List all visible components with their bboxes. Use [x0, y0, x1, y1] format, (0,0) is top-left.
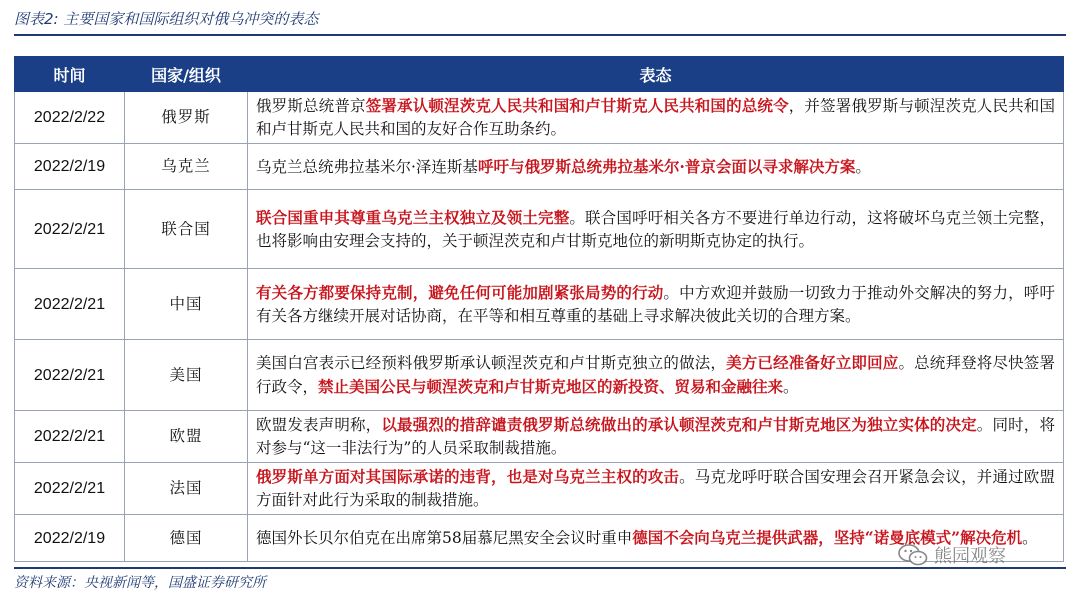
stance-text: ，并签署俄罗斯与顿涅茨克人民共和国和卢甘斯克人民共和国的友好合作互助条约。 — [256, 97, 1055, 138]
stance-text: 美国白宫表示已经预料俄罗斯承认顿涅茨克和卢甘斯克独立的做法， — [256, 354, 727, 372]
stance-highlight: 俄罗斯单方面对其国际承诺的违背，也是对乌克兰主权的攻击 — [256, 467, 680, 486]
stance-highlight: 禁止美国公民与顿涅茨克和卢甘斯克地区的新投资、贸易和金融往来 — [318, 377, 784, 396]
row-stance — [248, 411, 1064, 463]
title-divider — [14, 34, 1066, 36]
wechat-icon — [898, 543, 928, 567]
row-stance — [248, 340, 1064, 411]
table-row — [15, 463, 1064, 515]
source-divider — [14, 567, 1066, 569]
row-date: 2022/2/21 — [15, 269, 125, 340]
stance-highlight: 美方已经准备好立即回应 — [726, 353, 899, 372]
row-country: 美国 — [125, 340, 248, 411]
stance-text: 。中方欢迎并鼓励一切致力于推动外交解决的努力，呼吁有关各方继续开展对话协商，在平等和相互尊重的基础上寻求解决彼此关切的合理方案。 — [256, 283, 1055, 325]
stance-text: 。马克龙呼吁联合国安理会召开紧急会议，并通过欧盟方面针对此行为采取的制裁措施。 — [256, 468, 1055, 509]
table-row — [15, 190, 1064, 269]
header-country: 国家/组织 — [125, 57, 248, 92]
stance-text: 乌克兰总统弗拉基米尔·泽连斯基 — [256, 157, 478, 176]
row-date: 2022/2/21 — [15, 463, 125, 515]
table-row — [15, 92, 1064, 144]
stance-highlight: 以最强烈的措辞谴责俄罗斯总统做出的承认顿涅茨克和卢甘斯克地区为独立实体的决定 — [381, 415, 977, 434]
row-country: 中国 — [125, 269, 248, 340]
figure-title: 图表2: 主要国家和国际组织对俄乌冲突的表态 — [14, 10, 319, 28]
header-date: 时间 — [15, 57, 125, 92]
header-stance: 表态 — [248, 57, 1064, 92]
row-date: 2022/2/21 — [15, 411, 125, 463]
stance-text: 。联合国呼吁相关各方不要进行单边行动，这将破坏乌克兰领土完整，也将影响由安理会支持的，关于顿涅茨克和卢甘斯克地位的新明斯克协定的执行。 — [256, 208, 1055, 250]
stance-text: 。 — [783, 378, 799, 396]
stance-text: 德国外长贝尔伯克在出席第58届慕尼黑安全会议时重申 — [256, 529, 633, 547]
row-country: 乌克兰 — [125, 144, 248, 190]
stance-text: 。同时，将对参与“这一非法行为”的人员采取制裁措施。 — [256, 416, 1055, 457]
source-note: 资料来源：央视新闻等，国盛证券研究所 — [14, 575, 266, 591]
stance-table — [14, 56, 1064, 562]
stance-text: 。 — [855, 157, 871, 176]
row-country: 德国 — [125, 515, 248, 562]
row-date: 2022/2/22 — [15, 92, 125, 144]
row-country: 俄罗斯 — [125, 92, 248, 144]
stance-text: 俄罗斯总统普京 — [256, 97, 366, 115]
stance-highlight: 德国不会向乌克兰提供武器，坚持“诺曼底模式”解决危机 — [632, 528, 1023, 547]
row-country: 联合国 — [125, 190, 248, 269]
stance-highlight: 联合国重申其尊重乌克兰主权独立及领土完整 — [256, 207, 570, 227]
table-row — [15, 269, 1064, 340]
row-stance — [248, 190, 1064, 269]
stance-text: 。 — [1022, 529, 1038, 547]
stance-highlight: 签署承认顿涅茨克人民共和国和卢甘斯克人民共和国的总统令 — [365, 96, 789, 115]
stance-text: 。总统拜登将尽快签署行政令， — [256, 354, 1055, 396]
watermark — [898, 542, 1006, 568]
table-header-row — [15, 57, 1064, 92]
row-date: 2022/2/21 — [15, 190, 125, 269]
row-stance — [248, 92, 1064, 144]
row-stance — [248, 463, 1064, 515]
watermark-text: 熊园观察 — [934, 546, 1006, 567]
row-stance — [248, 269, 1064, 340]
row-country: 法国 — [125, 463, 248, 515]
stance-highlight: 有关各方都要保持克制，避免任何可能加剧紧张局势的行动 — [256, 282, 664, 302]
row-country: 欧盟 — [125, 411, 248, 463]
row-date: 2022/2/21 — [15, 340, 125, 411]
stance-text: 欧盟发表声明称， — [256, 416, 382, 434]
table-row — [15, 340, 1064, 411]
table-row — [15, 411, 1064, 463]
row-date: 2022/2/19 — [15, 144, 125, 190]
stance-highlight: 呼吁与俄罗斯总统弗拉基米尔·普京会面以寻求解决方案 — [477, 156, 856, 176]
row-date: 2022/2/19 — [15, 515, 125, 562]
table-row — [15, 144, 1064, 190]
row-stance — [248, 144, 1064, 190]
